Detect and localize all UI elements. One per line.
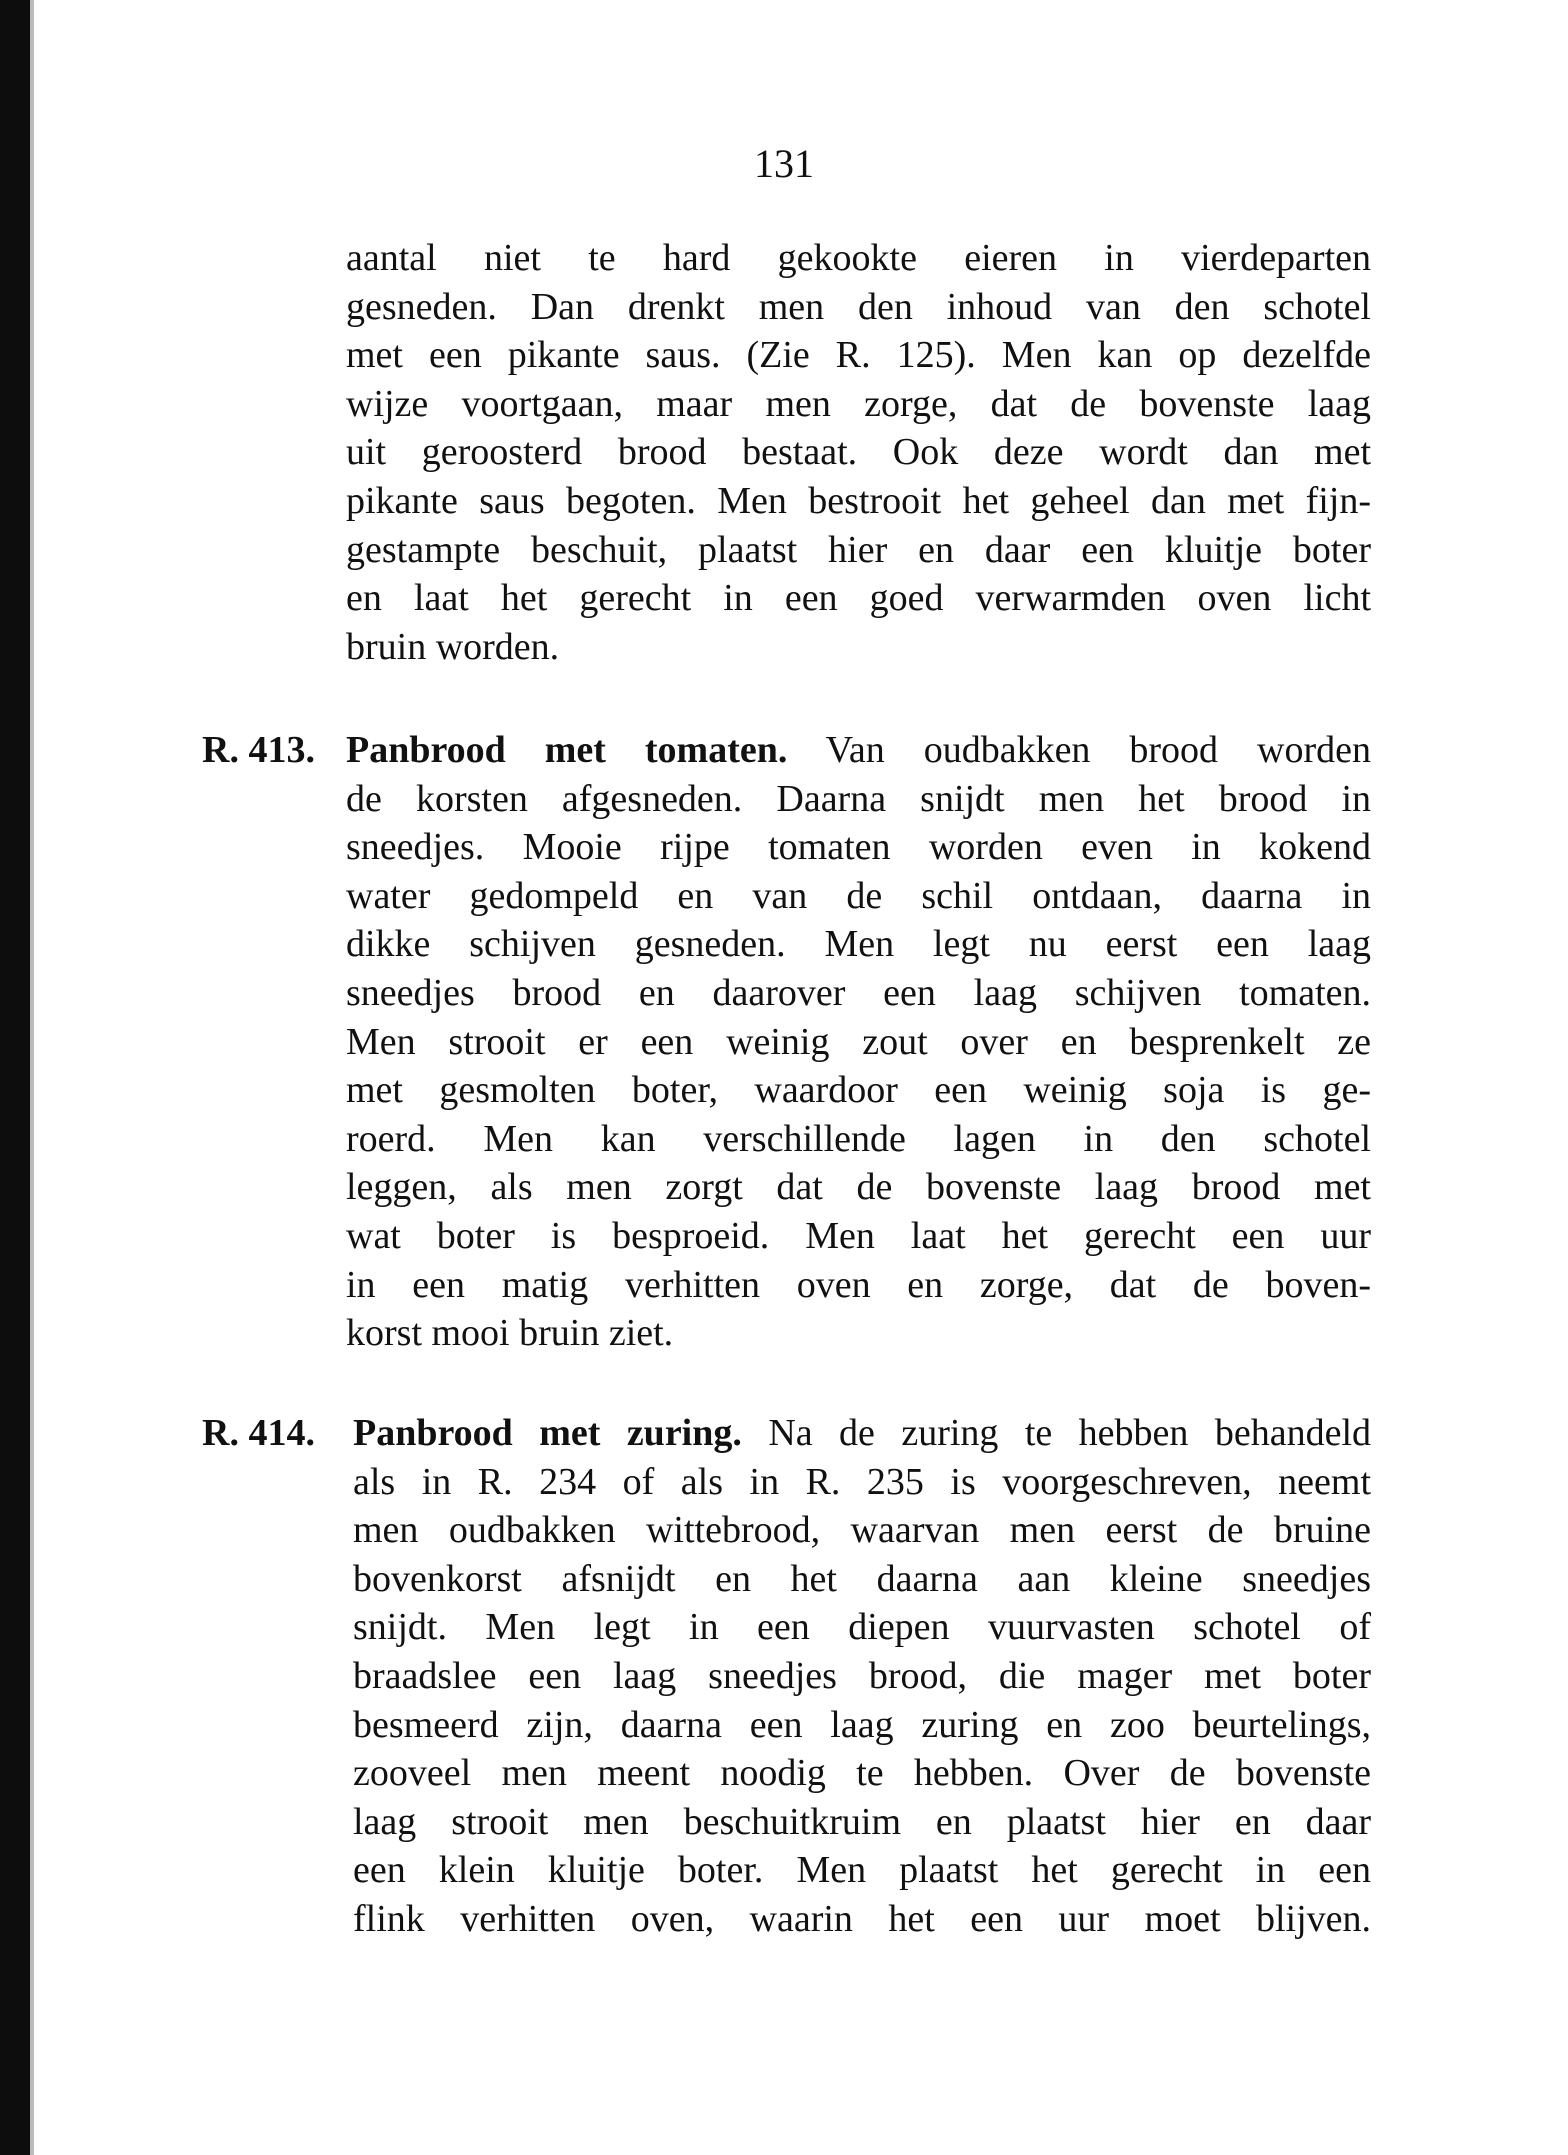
text-line: men oudbakken wittebrood, waarvan men eerst de bruine	[353, 1509, 1371, 1552]
recipe-label: R. 413.	[202, 729, 315, 771]
text-line: zooveel men meent noodig te hebben. Over de bovenste	[353, 1752, 1371, 1795]
recipe-413	[346, 726, 1371, 1358]
text-line: en laat het gerecht in een goed verwarmden oven licht	[346, 577, 1371, 620]
text-line: in een matig verhitten oven en zorge, dat de boven-	[346, 1263, 1371, 1306]
text-line: wijze voortgaan, maar men zorge, dat de bovenste laag	[346, 382, 1371, 425]
continuation-paragraph	[346, 234, 1371, 671]
recipe-text: Van oudbakken brood worden	[825, 729, 1371, 771]
recipe-title: Panbrood met tomaten.	[346, 729, 788, 771]
recipe-text: Na de zuring te hebben behandeld	[768, 1412, 1371, 1454]
text-line: met een pikante saus. (Zie R. 125). Men kan op dezelfde	[346, 334, 1371, 377]
text-line: laag strooit men beschuitkruim en plaatst hier en daar	[353, 1800, 1371, 1843]
text-line: een klein kluitje boter. Men plaatst het gerecht in een	[353, 1849, 1371, 1892]
recipe-title: Panbrood met zuring.	[353, 1412, 742, 1454]
text-line: roerd. Men kan verschillende lagen in den schotel	[346, 1117, 1371, 1160]
text-line: aantal niet te hard gekookte eieren in vierdeparten	[346, 237, 1371, 279]
text-line: gestampte beschuit, plaatst hier en daar een kluitje boter	[346, 528, 1371, 571]
text-line: braadslee een laag sneedjes brood, die mager met boter	[353, 1654, 1371, 1697]
recipe-first-line	[346, 726, 1371, 775]
text-line: pikante saus begoten. Men bestrooit het geheel dan met fijn-	[346, 479, 1371, 522]
book-spine-shadow	[0, 0, 30, 2155]
text-line: korst mooi bruin ziet.	[346, 1312, 674, 1355]
text-line: bovenkorst afsnijdt en het daarna aan kleine sneedjes	[353, 1557, 1371, 1600]
text-line: wat boter is besproeid. Men laat het gerecht een uur	[346, 1214, 1371, 1257]
text-line: als in R. 234 of als in R. 235 is voorgeschreven, neemt	[353, 1460, 1371, 1503]
text-line: gesneden. Dan drenkt men den inhoud van den schotel	[346, 285, 1371, 328]
text-line: water gedompeld en van de schil ontdaan, daarna in	[346, 874, 1371, 917]
text-line: sneedjes brood en daarover een laag schijven tomaten.	[346, 971, 1371, 1014]
text-line: met gesmolten boter, waardoor een weinig soja is ge-	[346, 1069, 1371, 1112]
text-line: leggen, als men zorgt dat de bovenste laag brood met	[346, 1166, 1371, 1209]
spine-edge	[30, 0, 34, 2155]
text-line: dikke schijven gesneden. Men legt nu eerst een laag	[346, 923, 1371, 966]
recipe-label: R. 414.	[202, 1412, 315, 1454]
recipe-first-line	[353, 1409, 1371, 1458]
text-line: sneedjes. Mooie rijpe tomaten worden even in kokend	[346, 826, 1371, 869]
text-line: snijdt. Men legt in een diepen vuurvasten schotel of	[353, 1606, 1371, 1649]
recipe-414	[353, 1409, 1371, 1944]
text-line: flink verhitten oven, waarin het een uur moet blijven.	[353, 1897, 1371, 1940]
text-line: besmeerd zijn, daarna een laag zuring en zoo beurtelings,	[353, 1703, 1371, 1746]
text-line: Men strooit er een weinig zout over en besprenkelt ze	[346, 1020, 1371, 1063]
text-line: de korsten afgesneden. Daarna snijdt men het brood in	[346, 777, 1371, 820]
text-line: uit geroosterd brood bestaat. Ook deze wordt dan met	[346, 431, 1371, 474]
text-line: bruin worden.	[346, 625, 560, 668]
page-number: 131	[754, 141, 814, 186]
